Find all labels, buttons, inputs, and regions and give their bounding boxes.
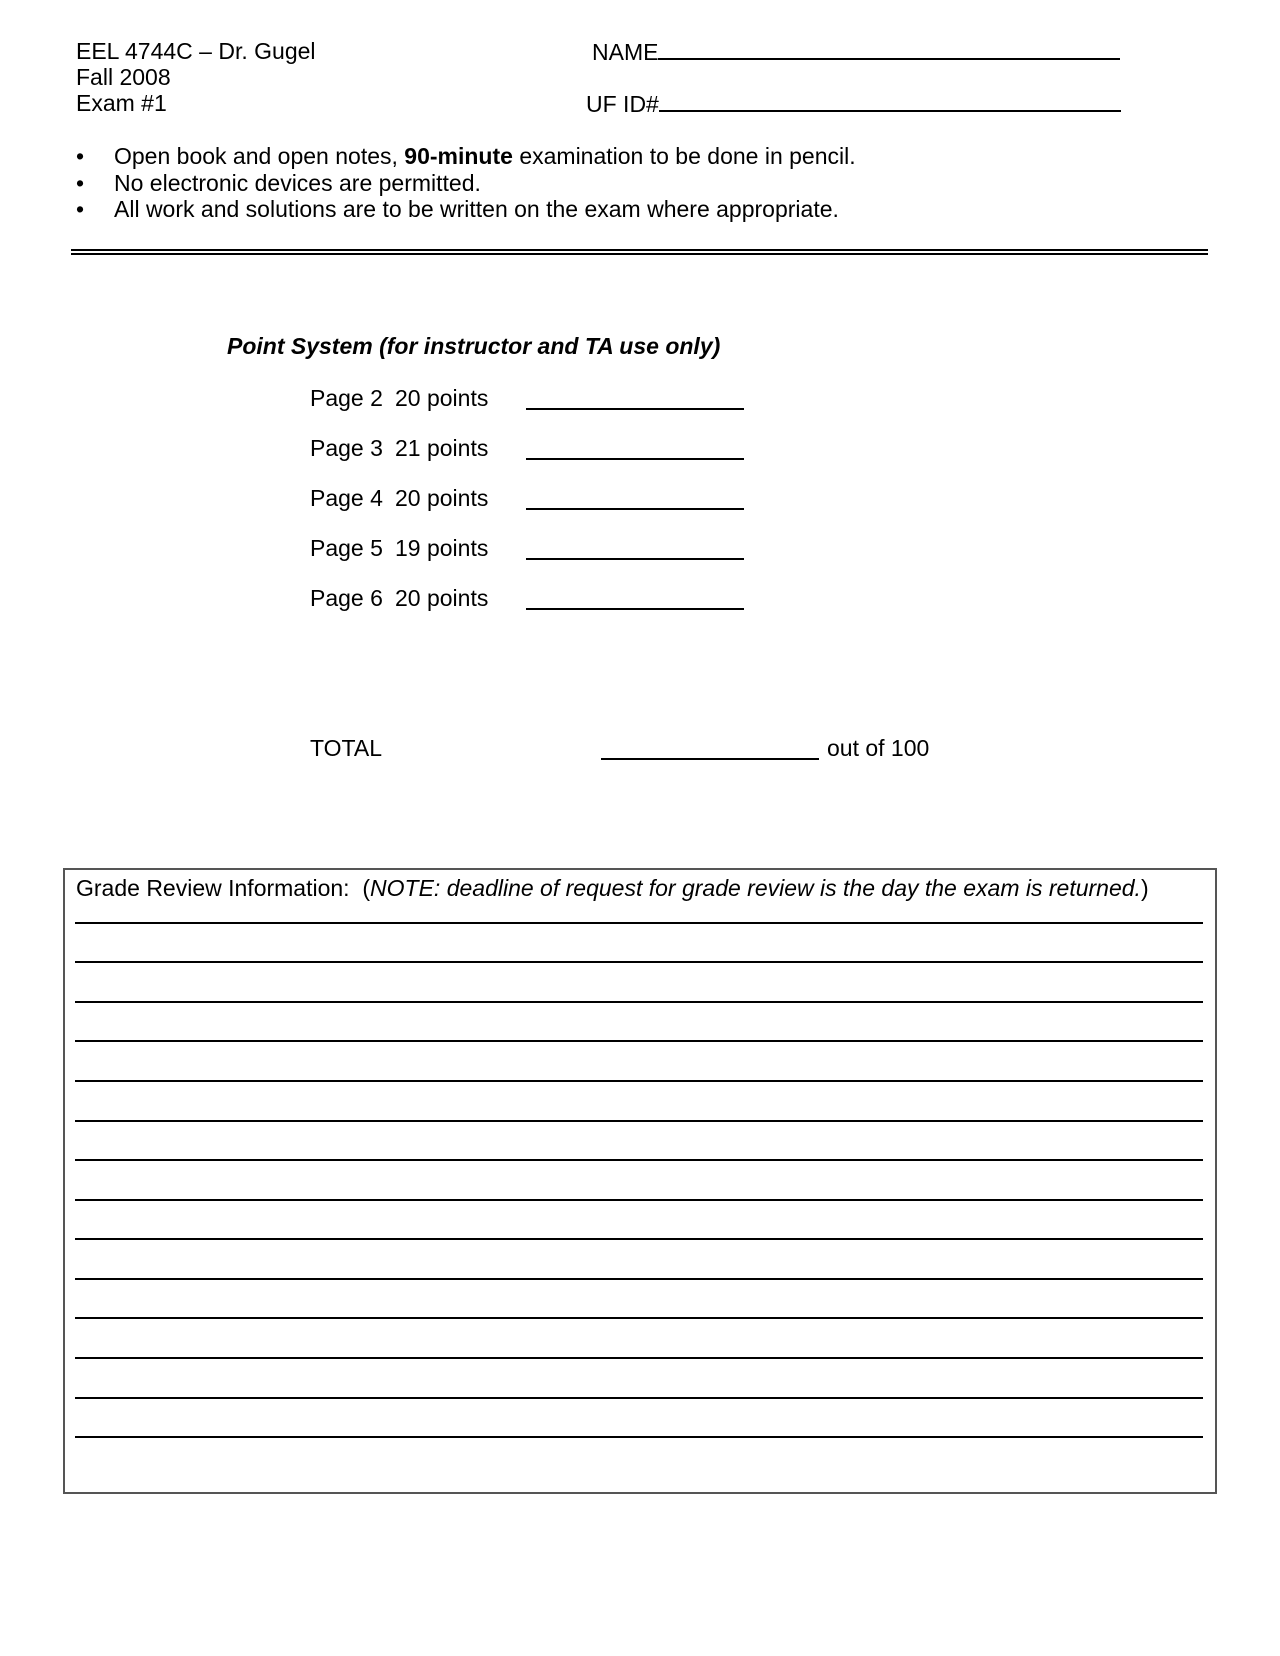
score-row-points: 20 points <box>395 485 489 511</box>
score-row-points: 20 points <box>395 385 489 411</box>
note-open-paren: ( <box>362 875 371 901</box>
section-divider <box>71 249 1208 255</box>
review-writing-line[interactable] <box>75 1159 1203 1161</box>
grade-review-label: Grade Review Information: <box>76 875 350 901</box>
instruction-text-tail: examination to be done in pencil. <box>512 143 856 169</box>
score-blank-page-2[interactable] <box>526 408 744 410</box>
point-system-title: Point System (for instructor and TA use only) <box>227 333 721 359</box>
note-text: : deadline of request for grade review is the day the exam is returned. <box>433 875 1141 901</box>
score-row-points: 21 points <box>395 435 489 461</box>
exam-label: Exam #1 <box>76 90 167 116</box>
term-label: Fall 2008 <box>76 64 171 90</box>
instruction-text: No electronic devices are permitted. <box>114 170 481 196</box>
bullet-icon: • <box>76 196 85 222</box>
bullet-icon: • <box>76 170 85 196</box>
score-row-page: Page 3 <box>310 435 383 461</box>
instruction-bold-text: 90-minute <box>404 143 513 169</box>
review-writing-line[interactable] <box>75 1278 1203 1280</box>
review-writing-line[interactable] <box>75 1001 1203 1003</box>
name-field-row <box>592 38 1120 65</box>
review-writing-line[interactable] <box>75 1357 1203 1359</box>
review-writing-line[interactable] <box>75 961 1203 963</box>
review-writing-line[interactable] <box>75 1080 1203 1082</box>
ufid-field-row <box>586 90 1121 117</box>
score-blank-page-5[interactable] <box>526 558 744 560</box>
instruction-item <box>76 196 839 222</box>
instruction-item <box>76 170 481 196</box>
score-row-points: 19 points <box>395 535 489 561</box>
score-row-page: Page 2 <box>310 385 383 411</box>
note-close-paren: ) <box>1140 875 1149 901</box>
review-writing-line[interactable] <box>75 922 1203 924</box>
review-writing-line[interactable] <box>75 1040 1203 1042</box>
total-score-blank[interactable] <box>601 758 819 760</box>
total-label: TOTAL <box>310 735 382 761</box>
grade-review-box <box>63 868 1217 1494</box>
ufid-blank[interactable] <box>659 90 1121 112</box>
review-writing-line[interactable] <box>75 1238 1203 1240</box>
review-writing-line[interactable] <box>75 1317 1203 1319</box>
score-row-page: Page 4 <box>310 485 383 511</box>
score-blank-page-3[interactable] <box>526 458 744 460</box>
review-writing-line[interactable] <box>75 1397 1203 1399</box>
review-writing-line[interactable] <box>75 1199 1203 1201</box>
name-label: NAME <box>592 39 659 65</box>
score-blank-page-6[interactable] <box>526 608 744 610</box>
ufid-label: UF ID# <box>586 91 659 117</box>
score-row-points: 20 points <box>395 585 489 611</box>
grade-review-heading <box>76 875 1149 901</box>
name-blank[interactable] <box>658 38 1120 60</box>
instruction-text: All work and solutions are to be written on the exam where appropriate. <box>114 196 839 222</box>
score-row-page: Page 6 <box>310 585 383 611</box>
score-blank-page-4[interactable] <box>526 508 744 510</box>
review-writing-line[interactable] <box>75 1120 1203 1122</box>
review-writing-line[interactable] <box>75 1436 1203 1438</box>
note-lead: NOTE <box>370 875 434 901</box>
bullet-icon: • <box>76 143 85 169</box>
instruction-text: Open book and open notes, <box>114 143 405 169</box>
total-suffix: out of 100 <box>827 735 930 761</box>
course-title: EEL 4744C – Dr. Gugel <box>76 38 316 64</box>
score-row-page: Page 5 <box>310 535 383 561</box>
instruction-item <box>76 143 856 169</box>
